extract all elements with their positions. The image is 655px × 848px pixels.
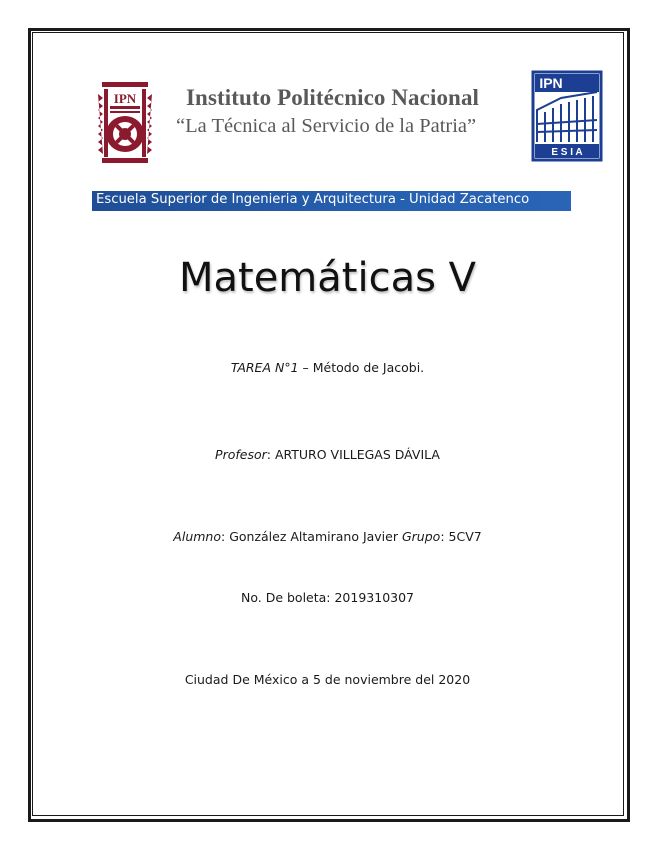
assignment-line [0,360,655,375]
professor-line [0,447,655,462]
institution-name: Instituto Politécnico Nacional [186,85,480,110]
professor-separator: : [266,447,275,462]
institution-motto: “La Técnica al Servicio de la Patria” [176,115,477,137]
professor-label: Profesor [215,447,267,462]
student-separator: : [221,529,230,544]
student-name: González Altamirano Javier [229,529,398,544]
boleta-line: No. De boleta: 2019310307 [240,590,415,605]
student-label: Alumno [173,529,221,544]
assignment-separator: – [298,360,313,375]
esia-logo-ipn-text: IPN [539,75,563,91]
ipn-logo [94,78,156,166]
ipn-logo-text: IPN [113,91,137,106]
school-name: Escuela Superior de Ingenieria y Arquitectura - Unidad Zacatenco [96,192,530,207]
group-label: Grupo [401,529,441,544]
document-title: Matemáticas V [178,255,476,301]
esia-logo-text: E S I A [551,147,583,158]
assignment-label: TAREA N°1 [230,360,299,375]
school-banner [92,191,571,211]
student-line [0,529,655,544]
professor-name: ARTURO VILLEGAS DÁVILA [274,447,440,462]
group-separator: : [440,529,449,544]
assignment-value: Método de Jacobi. [312,360,425,375]
place-date-line: Ciudad De México a 5 de noviembre del 2020 [184,672,471,687]
group-value: 5CV7 [448,529,482,544]
esia-logo [531,70,603,162]
